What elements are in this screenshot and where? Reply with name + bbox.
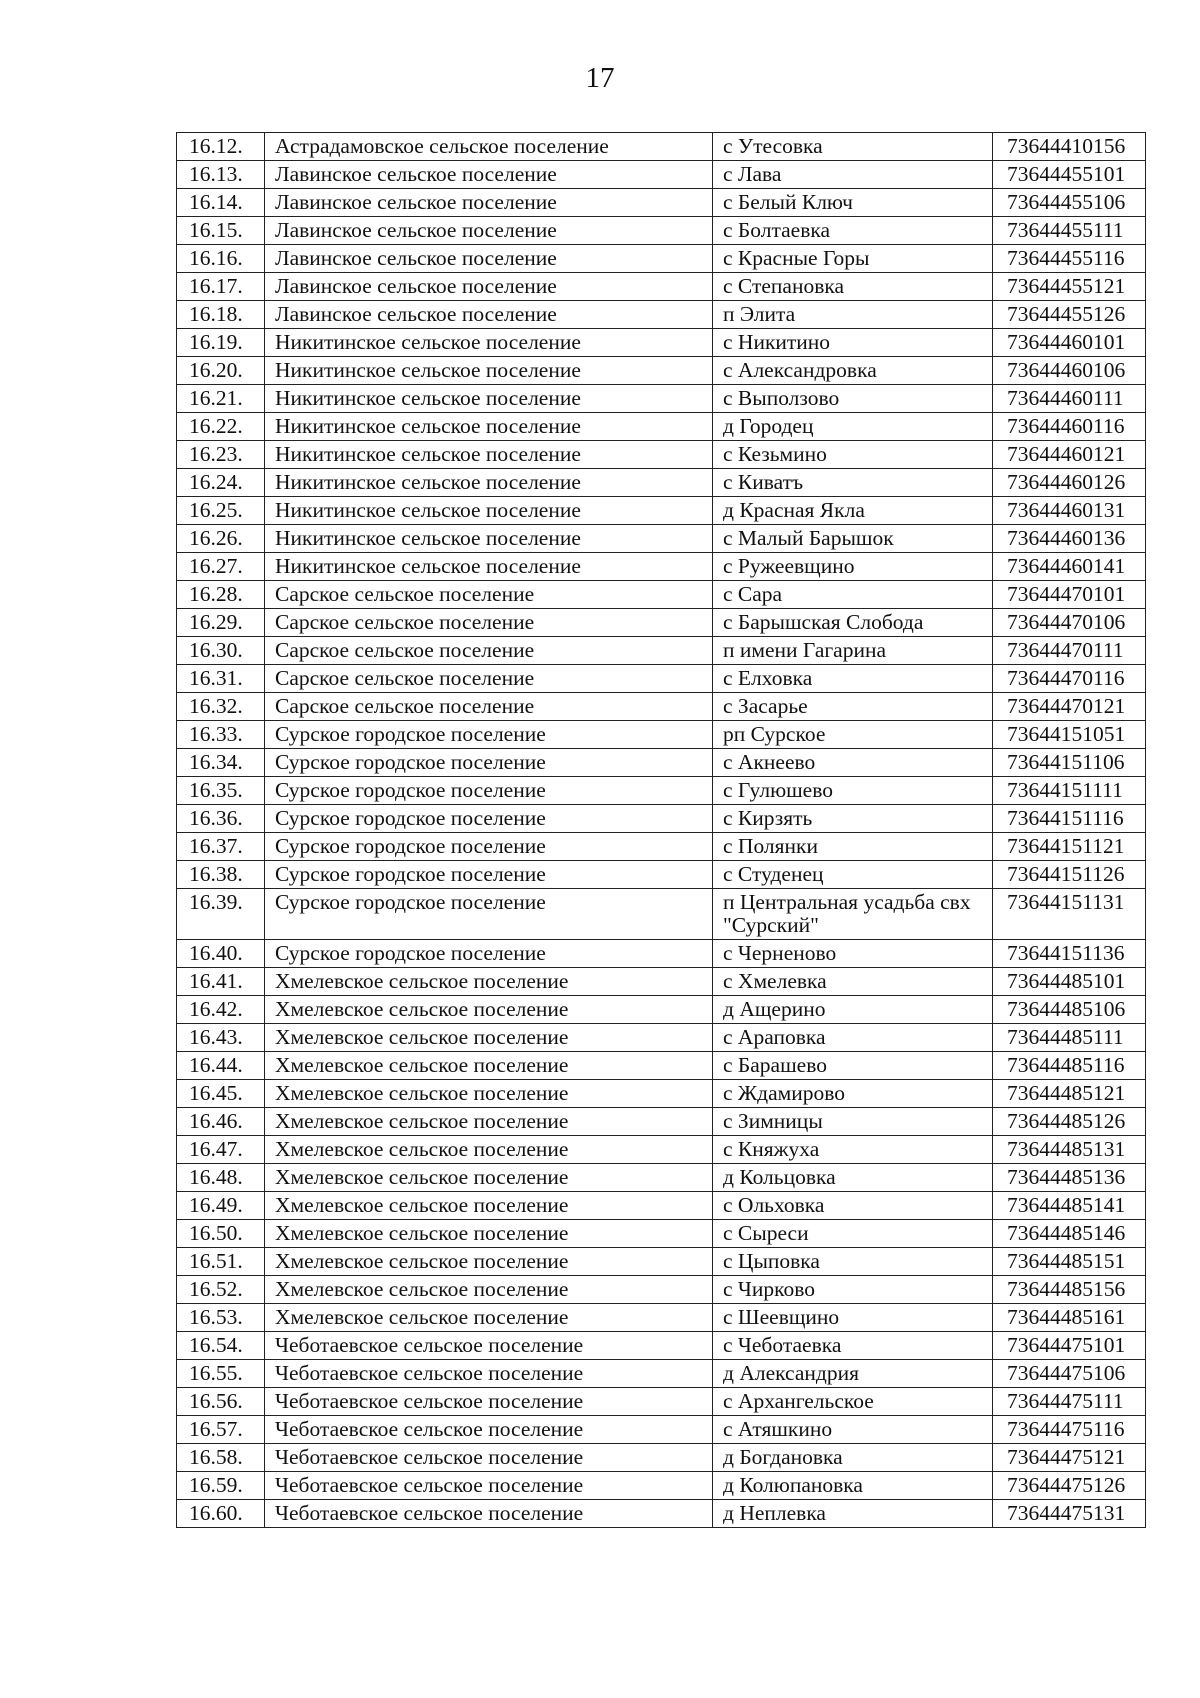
table-row xyxy=(177,1024,1146,1052)
settlement-cell: с Болтаевка xyxy=(713,217,993,245)
municipality-cell: Никитинское сельское поселение xyxy=(265,525,713,553)
table-row xyxy=(177,609,1146,637)
settlement-cell: с Чирково xyxy=(713,1276,993,1304)
row-number-cell: 16.53. xyxy=(177,1304,265,1332)
municipality-cell: Никитинское сельское поселение xyxy=(265,357,713,385)
code-cell: 73644151116 xyxy=(993,805,1146,833)
table-row xyxy=(177,693,1146,721)
code-cell: 73644470116 xyxy=(993,665,1146,693)
municipality-cell: Хмелевское сельское поселение xyxy=(265,1192,713,1220)
municipality-cell: Сурское городское поселение xyxy=(265,749,713,777)
row-number-cell: 16.37. xyxy=(177,833,265,861)
settlement-cell: с Шеевщино xyxy=(713,1304,993,1332)
code-cell: 73644455116 xyxy=(993,245,1146,273)
municipality-cell: Никитинское сельское поселение xyxy=(265,441,713,469)
table-row xyxy=(177,1388,1146,1416)
settlement-cell: с Атяшкино xyxy=(713,1416,993,1444)
code-cell: 73644475101 xyxy=(993,1332,1146,1360)
municipality-cell: Хмелевское сельское поселение xyxy=(265,968,713,996)
municipality-cell: Сурское городское поселение xyxy=(265,940,713,968)
settlement-cell: с Студенец xyxy=(713,861,993,889)
settlement-cell: с Степановка xyxy=(713,273,993,301)
table-row xyxy=(177,777,1146,805)
settlement-cell: с Белый Ключ xyxy=(713,189,993,217)
code-cell: 73644485131 xyxy=(993,1136,1146,1164)
code-cell: 73644151131 xyxy=(993,889,1146,940)
row-number-cell: 16.35. xyxy=(177,777,265,805)
municipality-cell: Сарское сельское поселение xyxy=(265,637,713,665)
row-number-cell: 16.41. xyxy=(177,968,265,996)
code-cell: 73644485126 xyxy=(993,1108,1146,1136)
table-row xyxy=(177,581,1146,609)
settlement-cell: с Ждамирово xyxy=(713,1080,993,1108)
table-row xyxy=(177,329,1146,357)
settlements-table xyxy=(176,132,1146,1528)
settlement-cell: с Кезьмино xyxy=(713,441,993,469)
row-number-cell: 16.16. xyxy=(177,245,265,273)
table-row xyxy=(177,1220,1146,1248)
row-number-cell: 16.31. xyxy=(177,665,265,693)
settlement-cell: д Александрия xyxy=(713,1360,993,1388)
municipality-cell: Хмелевское сельское поселение xyxy=(265,1080,713,1108)
settlement-cell: с Зимницы xyxy=(713,1108,993,1136)
code-cell: 73644455101 xyxy=(993,161,1146,189)
table-row xyxy=(177,721,1146,749)
municipality-cell: Хмелевское сельское поселение xyxy=(265,1276,713,1304)
settlement-cell: с Барашево xyxy=(713,1052,993,1080)
code-cell: 73644455106 xyxy=(993,189,1146,217)
row-number-cell: 16.20. xyxy=(177,357,265,385)
settlement-cell: с Выползово xyxy=(713,385,993,413)
municipality-cell: Сурское городское поселение xyxy=(265,721,713,749)
settlement-cell: с Полянки xyxy=(713,833,993,861)
settlement-cell: с Ольховка xyxy=(713,1192,993,1220)
municipality-cell: Хмелевское сельское поселение xyxy=(265,1164,713,1192)
row-number-cell: 16.51. xyxy=(177,1248,265,1276)
settlement-cell: д Городец xyxy=(713,413,993,441)
code-cell: 73644485141 xyxy=(993,1192,1146,1220)
code-cell: 73644485106 xyxy=(993,996,1146,1024)
settlement-cell: с Сыреси xyxy=(713,1220,993,1248)
municipality-cell: Никитинское сельское поселение xyxy=(265,413,713,441)
table-row xyxy=(177,1276,1146,1304)
row-number-cell: 16.19. xyxy=(177,329,265,357)
municipality-cell: Сурское городское поселение xyxy=(265,861,713,889)
table-row xyxy=(177,189,1146,217)
row-number-cell: 16.30. xyxy=(177,637,265,665)
code-cell: 73644460136 xyxy=(993,525,1146,553)
table-row xyxy=(177,385,1146,413)
row-number-cell: 16.38. xyxy=(177,861,265,889)
municipality-cell: Хмелевское сельское поселение xyxy=(265,1304,713,1332)
municipality-cell: Астрадамовское сельское поселение xyxy=(265,133,713,161)
settlement-cell: д Ащерино xyxy=(713,996,993,1024)
municipality-cell: Хмелевское сельское поселение xyxy=(265,1024,713,1052)
settlement-cell: с Засарье xyxy=(713,693,993,721)
table-row xyxy=(177,1192,1146,1220)
settlement-cell: с Никитино xyxy=(713,329,993,357)
municipality-cell: Чеботаевское сельское поселение xyxy=(265,1500,713,1528)
municipality-cell: Хмелевское сельское поселение xyxy=(265,1052,713,1080)
table-row xyxy=(177,805,1146,833)
code-cell: 73644475126 xyxy=(993,1472,1146,1500)
code-cell: 73644410156 xyxy=(993,133,1146,161)
code-cell: 73644460131 xyxy=(993,497,1146,525)
municipality-cell: Хмелевское сельское поселение xyxy=(265,1220,713,1248)
settlement-cell: с Малый Барышок xyxy=(713,525,993,553)
table-row xyxy=(177,968,1146,996)
table-row xyxy=(177,469,1146,497)
row-number-cell: 16.14. xyxy=(177,189,265,217)
code-cell: 73644470106 xyxy=(993,609,1146,637)
municipality-cell: Никитинское сельское поселение xyxy=(265,385,713,413)
municipality-cell: Сурское городское поселение xyxy=(265,805,713,833)
municipality-cell: Чеботаевское сельское поселение xyxy=(265,1472,713,1500)
municipality-cell: Лавинское сельское поселение xyxy=(265,301,713,329)
row-number-cell: 16.28. xyxy=(177,581,265,609)
table-row xyxy=(177,1332,1146,1360)
settlement-cell: п Элита xyxy=(713,301,993,329)
municipality-cell: Чеботаевское сельское поселение xyxy=(265,1444,713,1472)
code-cell: 73644151121 xyxy=(993,833,1146,861)
settlement-cell: д Красная Якла xyxy=(713,497,993,525)
row-number-cell: 16.39. xyxy=(177,889,265,940)
row-number-cell: 16.55. xyxy=(177,1360,265,1388)
settlement-cell: с Красные Горы xyxy=(713,245,993,273)
municipality-cell: Чеботаевское сельское поселение xyxy=(265,1416,713,1444)
row-number-cell: 16.12. xyxy=(177,133,265,161)
municipality-cell: Чеботаевское сельское поселение xyxy=(265,1360,713,1388)
table-row xyxy=(177,1080,1146,1108)
code-cell: 73644151111 xyxy=(993,777,1146,805)
table-row xyxy=(177,1444,1146,1472)
table-row xyxy=(177,749,1146,777)
settlement-cell: с Барышская Слобода xyxy=(713,609,993,637)
row-number-cell: 16.56. xyxy=(177,1388,265,1416)
municipality-cell: Сарское сельское поселение xyxy=(265,665,713,693)
row-number-cell: 16.52. xyxy=(177,1276,265,1304)
code-cell: 73644151136 xyxy=(993,940,1146,968)
settlement-cell: д Кольцовка xyxy=(713,1164,993,1192)
settlement-cell: с Хмелевка xyxy=(713,968,993,996)
settlement-cell: с Александровка xyxy=(713,357,993,385)
row-number-cell: 16.25. xyxy=(177,497,265,525)
row-number-cell: 16.42. xyxy=(177,996,265,1024)
code-cell: 73644455121 xyxy=(993,273,1146,301)
code-cell: 73644485161 xyxy=(993,1304,1146,1332)
settlement-cell: с Архангельское xyxy=(713,1388,993,1416)
code-cell: 73644475121 xyxy=(993,1444,1146,1472)
settlement-cell: с Араповка xyxy=(713,1024,993,1052)
row-number-cell: 16.33. xyxy=(177,721,265,749)
code-cell: 73644460116 xyxy=(993,413,1146,441)
row-number-cell: 16.13. xyxy=(177,161,265,189)
settlement-cell: д Богдановка xyxy=(713,1444,993,1472)
settlement-cell: с Черненово xyxy=(713,940,993,968)
municipality-cell: Сурское городское поселение xyxy=(265,777,713,805)
municipality-cell: Чеботаевское сельское поселение xyxy=(265,1332,713,1360)
municipality-cell: Никитинское сельское поселение xyxy=(265,553,713,581)
row-number-cell: 16.43. xyxy=(177,1024,265,1052)
settlement-cell: рп Сурское xyxy=(713,721,993,749)
table-row xyxy=(177,637,1146,665)
municipality-cell: Никитинское сельское поселение xyxy=(265,329,713,357)
table-row xyxy=(177,357,1146,385)
table-row xyxy=(177,1136,1146,1164)
municipality-cell: Хмелевское сельское поселение xyxy=(265,1136,713,1164)
municipality-cell: Лавинское сельское поселение xyxy=(265,273,713,301)
municipality-cell: Сарское сельское поселение xyxy=(265,609,713,637)
row-number-cell: 16.34. xyxy=(177,749,265,777)
row-number-cell: 16.45. xyxy=(177,1080,265,1108)
settlement-cell: с Утесовка xyxy=(713,133,993,161)
municipality-cell: Лавинское сельское поселение xyxy=(265,245,713,273)
code-cell: 73644460141 xyxy=(993,553,1146,581)
table-row xyxy=(177,525,1146,553)
settlement-cell: с Сара xyxy=(713,581,993,609)
code-cell: 73644470111 xyxy=(993,637,1146,665)
code-cell: 73644151106 xyxy=(993,749,1146,777)
table-row xyxy=(177,1360,1146,1388)
code-cell: 73644485136 xyxy=(993,1164,1146,1192)
row-number-cell: 16.50. xyxy=(177,1220,265,1248)
code-cell: 73644485116 xyxy=(993,1052,1146,1080)
table-row xyxy=(177,413,1146,441)
row-number-cell: 16.59. xyxy=(177,1472,265,1500)
municipality-cell: Лавинское сельское поселение xyxy=(265,217,713,245)
code-cell: 73644475111 xyxy=(993,1388,1146,1416)
page-number: 17 xyxy=(585,62,615,94)
table-body xyxy=(177,133,1146,1528)
code-cell: 73644460126 xyxy=(993,469,1146,497)
municipality-cell: Никитинское сельское поселение xyxy=(265,469,713,497)
table-row xyxy=(177,1108,1146,1136)
settlement-cell: д Неплевка xyxy=(713,1500,993,1528)
row-number-cell: 16.46. xyxy=(177,1108,265,1136)
table-row xyxy=(177,245,1146,273)
row-number-cell: 16.47. xyxy=(177,1136,265,1164)
table-row xyxy=(177,861,1146,889)
settlement-cell: с Киватъ xyxy=(713,469,993,497)
code-cell: 73644460106 xyxy=(993,357,1146,385)
settlement-cell: д Колюпановка xyxy=(713,1472,993,1500)
municipality-cell: Сарское сельское поселение xyxy=(265,693,713,721)
settlement-cell: с Елховка xyxy=(713,665,993,693)
municipality-cell: Никитинское сельское поселение xyxy=(265,497,713,525)
code-cell: 73644470101 xyxy=(993,581,1146,609)
table-row xyxy=(177,1304,1146,1332)
code-cell: 73644475116 xyxy=(993,1416,1146,1444)
code-cell: 73644460101 xyxy=(993,329,1146,357)
row-number-cell: 16.60. xyxy=(177,1500,265,1528)
row-number-cell: 16.24. xyxy=(177,469,265,497)
row-number-cell: 16.21. xyxy=(177,385,265,413)
municipality-cell: Лавинское сельское поселение xyxy=(265,161,713,189)
settlement-cell: с Гулюшево xyxy=(713,777,993,805)
settlement-cell: п Центральная усадьба свх "Сурский" xyxy=(713,889,993,940)
row-number-cell: 16.49. xyxy=(177,1192,265,1220)
row-number-cell: 16.54. xyxy=(177,1332,265,1360)
code-cell: 73644475106 xyxy=(993,1360,1146,1388)
table-row xyxy=(177,1052,1146,1080)
row-number-cell: 16.17. xyxy=(177,273,265,301)
settlement-cell: с Цыповка xyxy=(713,1248,993,1276)
table-row xyxy=(177,1472,1146,1500)
settlement-cell: с Ружеевщино xyxy=(713,553,993,581)
municipality-cell: Сурское городское поселение xyxy=(265,833,713,861)
row-number-cell: 16.29. xyxy=(177,609,265,637)
table-row xyxy=(177,996,1146,1024)
settlement-cell: с Кирзять xyxy=(713,805,993,833)
row-number-cell: 16.58. xyxy=(177,1444,265,1472)
municipality-cell: Чеботаевское сельское поселение xyxy=(265,1388,713,1416)
table-row xyxy=(177,1500,1146,1528)
municipality-cell: Лавинское сельское поселение xyxy=(265,189,713,217)
code-cell: 73644485146 xyxy=(993,1220,1146,1248)
code-cell: 73644485156 xyxy=(993,1276,1146,1304)
row-number-cell: 16.15. xyxy=(177,217,265,245)
municipality-cell: Сарское сельское поселение xyxy=(265,581,713,609)
row-number-cell: 16.26. xyxy=(177,525,265,553)
settlement-cell: с Лава xyxy=(713,161,993,189)
code-cell: 73644485151 xyxy=(993,1248,1146,1276)
municipality-cell: Хмелевское сельское поселение xyxy=(265,1108,713,1136)
table-row xyxy=(177,665,1146,693)
code-cell: 73644460121 xyxy=(993,441,1146,469)
settlement-cell: с Чеботаевка xyxy=(713,1332,993,1360)
table-row xyxy=(177,1416,1146,1444)
row-number-cell: 16.57. xyxy=(177,1416,265,1444)
table-row xyxy=(177,273,1146,301)
row-number-cell: 16.32. xyxy=(177,693,265,721)
code-cell: 73644151051 xyxy=(993,721,1146,749)
municipality-cell: Хмелевское сельское поселение xyxy=(265,1248,713,1276)
table-row xyxy=(177,553,1146,581)
table-row xyxy=(177,1164,1146,1192)
municipality-cell: Хмелевское сельское поселение xyxy=(265,996,713,1024)
row-number-cell: 16.48. xyxy=(177,1164,265,1192)
code-cell: 73644460111 xyxy=(993,385,1146,413)
table-row xyxy=(177,833,1146,861)
table-row xyxy=(177,133,1146,161)
row-number-cell: 16.44. xyxy=(177,1052,265,1080)
row-number-cell: 16.36. xyxy=(177,805,265,833)
table-row xyxy=(177,441,1146,469)
table-row xyxy=(177,161,1146,189)
table-row xyxy=(177,497,1146,525)
code-cell: 73644455111 xyxy=(993,217,1146,245)
table-row xyxy=(177,301,1146,329)
row-number-cell: 16.40. xyxy=(177,940,265,968)
code-cell: 73644485121 xyxy=(993,1080,1146,1108)
row-number-cell: 16.18. xyxy=(177,301,265,329)
settlement-cell: с Княжуха xyxy=(713,1136,993,1164)
table-row xyxy=(177,889,1146,940)
code-cell: 73644475131 xyxy=(993,1500,1146,1528)
code-cell: 73644455126 xyxy=(993,301,1146,329)
settlement-cell: с Акнеево xyxy=(713,749,993,777)
row-number-cell: 16.27. xyxy=(177,553,265,581)
municipality-cell: Сурское городское поселение xyxy=(265,889,713,940)
table-row xyxy=(177,217,1146,245)
table-row xyxy=(177,940,1146,968)
code-cell: 73644485111 xyxy=(993,1024,1146,1052)
code-cell: 73644485101 xyxy=(993,968,1146,996)
row-number-cell: 16.23. xyxy=(177,441,265,469)
code-cell: 73644151126 xyxy=(993,861,1146,889)
row-number-cell: 16.22. xyxy=(177,413,265,441)
table-row xyxy=(177,1248,1146,1276)
code-cell: 73644470121 xyxy=(993,693,1146,721)
settlement-cell: п имени Гагарина xyxy=(713,637,993,665)
